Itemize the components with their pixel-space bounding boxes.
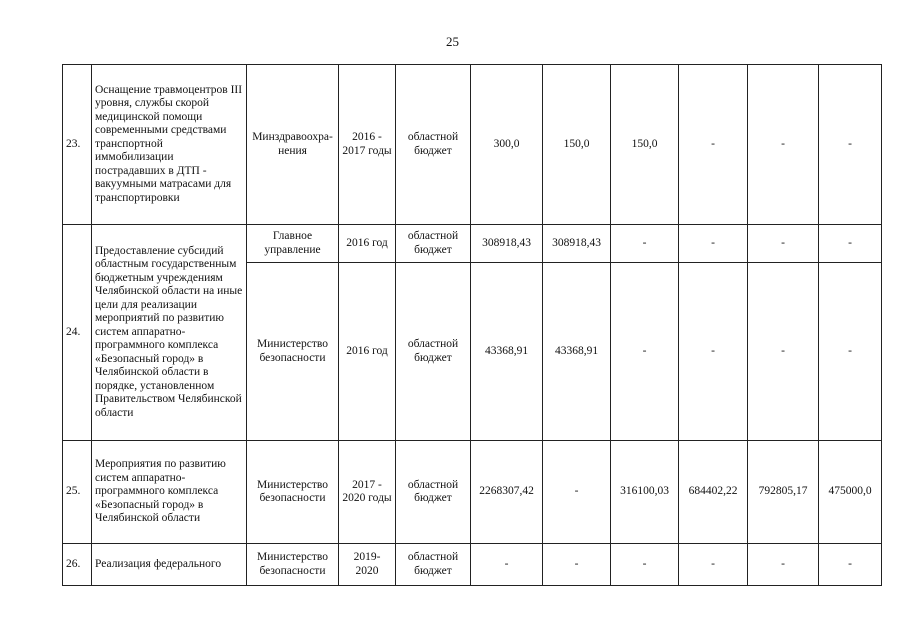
row-number: 23. <box>63 65 92 225</box>
amount-2019: - <box>748 263 819 441</box>
activity-description: Мероприятия по развитию систем аппаратно-программного комплекса «Безопасный город» в Челябинской области <box>92 441 247 544</box>
row-number: 26. <box>63 544 92 586</box>
amount-2017: 316100,03 <box>611 441 679 544</box>
amount-2017: - <box>611 263 679 441</box>
funding-source: областной бюджет <box>396 544 471 586</box>
activity-description: Оснащение травмоцентров III уровня, службы скорой медицинской помощи современными средствами транспортной иммобилизации пострадавших в ДТП - вакуумными матрасами для транспортировки <box>92 65 247 225</box>
amount-2016: 308918,43 <box>543 225 611 263</box>
row-number: 24. <box>63 225 92 441</box>
amount-2016: 150,0 <box>543 65 611 225</box>
period: 2016 - 2017 годы <box>339 65 396 225</box>
amount-2018: - <box>679 225 748 263</box>
table-row <box>63 225 882 263</box>
activity-description: Предоставление субсидий областным государственным бюджетным учреждениям Челябинской области на иные цели для реализации мероприятий по развитию систем аппаратно-программного комплекса «Безопасный город» в Челябинской области в порядке, установленном Правительством Челябинской области <box>92 225 247 441</box>
amount-total: 43368,91 <box>471 263 543 441</box>
amount-2020: 475000,0 <box>819 441 882 544</box>
amount-total: 308918,43 <box>471 225 543 263</box>
amount-2018: - <box>679 65 748 225</box>
amount-2016: - <box>543 544 611 586</box>
amount-2017: - <box>611 544 679 586</box>
period: 2017 - 2020 годы <box>339 441 396 544</box>
amount-2019: - <box>748 225 819 263</box>
amount-2019: - <box>748 65 819 225</box>
funding-source: областной бюджет <box>396 225 471 263</box>
amount-2018: - <box>679 263 748 441</box>
amount-2016: 43368,91 <box>543 263 611 441</box>
period: 2016 год <box>339 263 396 441</box>
amount-2017: - <box>611 225 679 263</box>
amount-total: 300,0 <box>471 65 543 225</box>
responsible-org: Министерство безопасности <box>247 263 339 441</box>
amount-2017: 150,0 <box>611 65 679 225</box>
program-table <box>62 64 882 586</box>
amount-2020: - <box>819 65 882 225</box>
responsible-org: Минздравоохра-нения <box>247 65 339 225</box>
period: 2016 год <box>339 225 396 263</box>
amount-2016: - <box>543 441 611 544</box>
period: 2019- 2020 <box>339 544 396 586</box>
funding-source: областной бюджет <box>396 65 471 225</box>
funding-source: областной бюджет <box>396 263 471 441</box>
responsible-org: Министерство безопасности <box>247 544 339 586</box>
table-row <box>63 65 882 225</box>
page-number: 25 <box>446 34 459 49</box>
table-row <box>63 441 882 544</box>
responsible-org: Главное управление <box>247 225 339 263</box>
amount-total: 2268307,42 <box>471 441 543 544</box>
amount-2018: - <box>679 544 748 586</box>
row-number: 25. <box>63 441 92 544</box>
funding-source: областной бюджет <box>396 441 471 544</box>
table-row <box>63 544 882 586</box>
amount-2018: 684402,22 <box>679 441 748 544</box>
amount-2020: - <box>819 225 882 263</box>
responsible-org: Министерство безопасности <box>247 441 339 544</box>
amount-2020: - <box>819 544 882 586</box>
amount-2019: - <box>748 544 819 586</box>
activity-description: Реализация федерального <box>92 544 247 586</box>
amount-2019: 792805,17 <box>748 441 819 544</box>
amount-2020: - <box>819 263 882 441</box>
amount-total: - <box>471 544 543 586</box>
